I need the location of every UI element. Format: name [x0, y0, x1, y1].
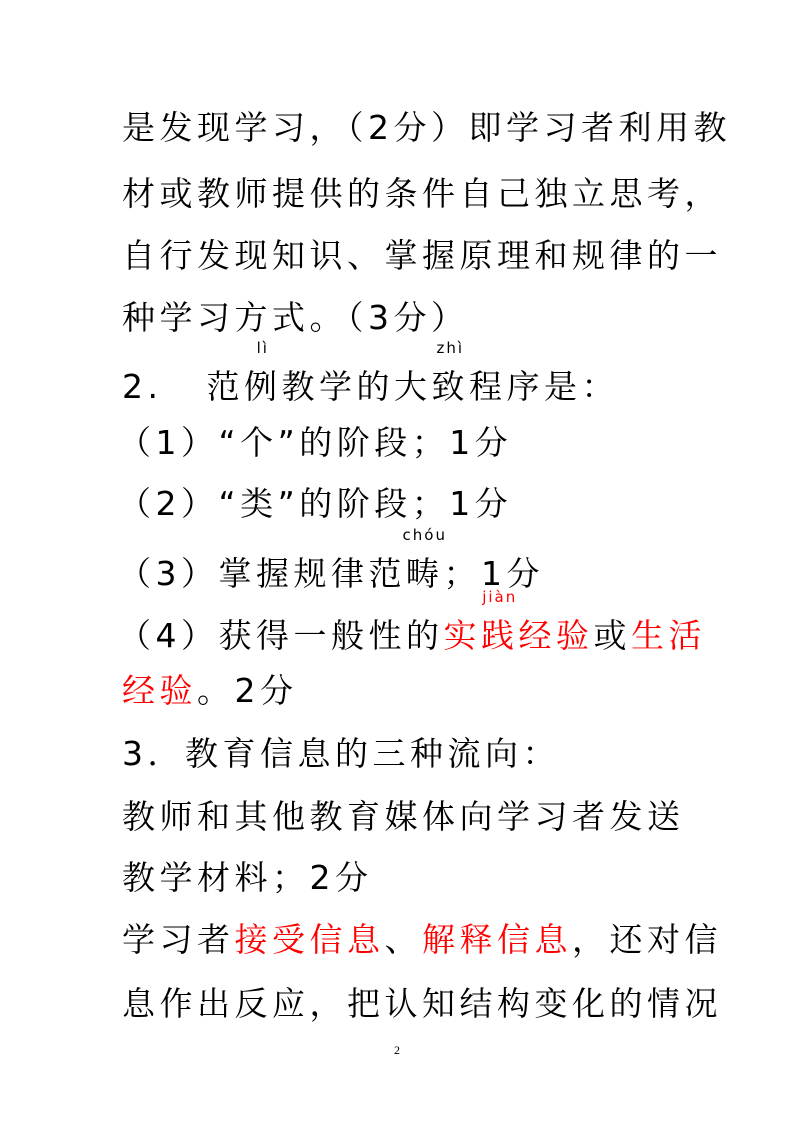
section2-item-4-cont: 经验。2分: [122, 671, 298, 710]
pinyin-jian: jiàn: [482, 588, 518, 606]
section2-title-a: 范: [206, 367, 244, 406]
highlight-jingyan: 经验: [122, 671, 197, 710]
highlight-shenghuo: 生活: [631, 616, 706, 655]
section2-heading: [122, 339, 682, 407]
section3-p2-line2: 息作出反应，把认知结构变化的情况: [122, 984, 722, 1023]
section2-item-1: （1）“个”的阶段；1分: [118, 423, 513, 462]
para1-line3: 自行发现知识、掌握原理和规律的一: [122, 236, 722, 275]
section2-number: 2.: [122, 367, 163, 406]
ruby-li: lì 例: [244, 339, 282, 406]
para1-line4: 种学习方式。（3分）: [122, 298, 469, 337]
para1-line2: 材或教师提供的条件自己独立思考，: [122, 174, 722, 213]
section3-p2-line1: 学习者接受信息、解释信息，还对信: [122, 920, 722, 959]
highlight-jieshi: 解释信息: [422, 920, 572, 959]
section3-p1-line1: 教师和其他教育媒体向学习者发送: [122, 797, 685, 836]
section2-item-3: （3）掌握规律范 chóu 畴；1分: [118, 526, 544, 593]
highlight-jieshou: 接受信息: [234, 920, 385, 959]
section3-p1-line2: 教学材料；2分: [122, 858, 373, 897]
section3-heading: 3．教育信息的三种流向：: [122, 734, 560, 773]
highlight-shijian: 实 jiàn 践经验: [443, 588, 594, 655]
pinyin-chou: chóu: [402, 526, 447, 544]
section2-title-c: 教学的大: [281, 367, 432, 406]
pinyin-li: lì: [256, 339, 269, 357]
para1-line1: 是发现学习，（2分）即学习者利用教: [122, 108, 731, 147]
pinyin-zhi: zhì: [436, 339, 465, 357]
ruby-jian: jiàn 践: [481, 588, 519, 655]
section2-item-4: （4）获得一般性的实 jiàn 践经验或生活: [118, 588, 706, 655]
section2-title-e: 程序是：: [469, 367, 619, 406]
section2-item-2: （2）“类”的阶段；1分: [118, 484, 513, 523]
ruby-zhi: zhì 致: [431, 339, 469, 406]
page-number: 2: [394, 1043, 400, 1057]
ruby-chou: chóu 畴: [402, 526, 447, 593]
